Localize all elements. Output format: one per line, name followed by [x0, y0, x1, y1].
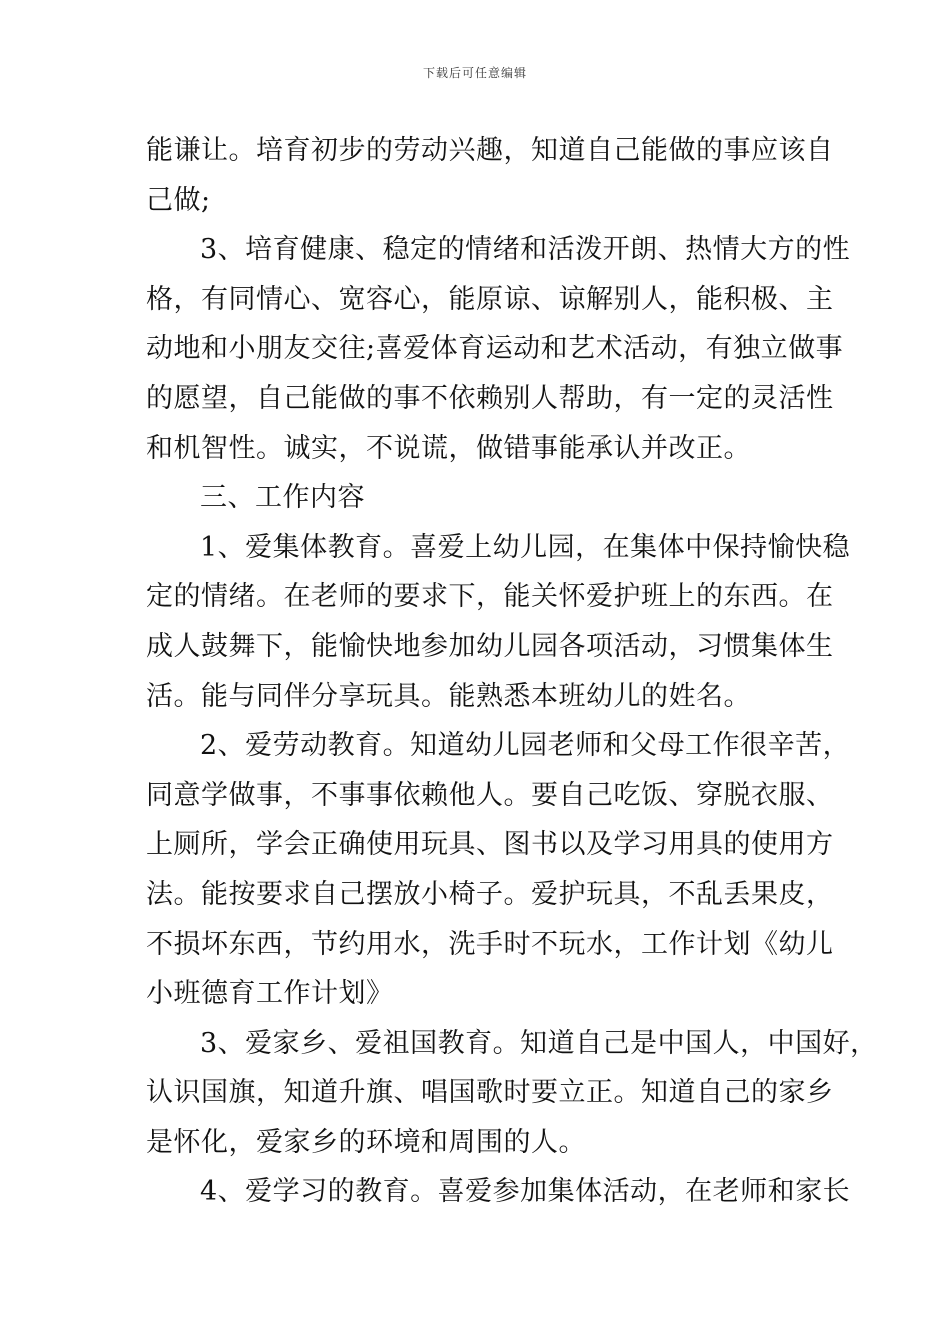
text-line: 定的情绪。在老师的要求下，能关怀爱护班上的东西。在	[146, 581, 834, 613]
text-line: 活。能与同伴分享玩具。能熟悉本班幼儿的姓名。	[146, 680, 751, 712]
text-line: 是怀化，爱家乡的环境和周围的人。	[146, 1126, 586, 1158]
text-line: 不损坏东西，节约用水，洗手时不玩水，工作计划《幼儿	[146, 928, 834, 960]
text-line: 己做;	[146, 184, 211, 216]
text-line: 3、培育健康、稳定的情绪和活泼开朗、热情大方的性	[200, 234, 851, 266]
text-line: 的愿望，自己能做的事不依赖别人帮助，有一定的灵活性	[146, 382, 834, 414]
text-line: 认识国旗，知道升旗、唱国歌时要立正。知道自己的家乡	[146, 1077, 834, 1109]
text-line: 4、爱学习的教育。喜爱参加集体活动，在老师和家长	[200, 1176, 851, 1208]
section-heading: 三、工作内容	[200, 482, 365, 514]
text-line: 小班德育工作计划》	[146, 978, 394, 1010]
text-line: 格，有同情心、宽容心，能原谅、谅解别人，能积极、主	[146, 283, 834, 315]
text-line: 1、爱集体教育。喜爱上幼儿园，在集体中保持愉快稳	[200, 531, 851, 563]
text-line: 2、爱劳动教育。知道幼儿园老师和父母工作很辛苦，	[200, 730, 851, 762]
text-line: 和机智性。诚实，不说谎，做错事能承认并改正。	[146, 432, 751, 464]
body-text	[146, 126, 878, 1217]
text-line: 成人鼓舞下，能愉快地参加幼儿园各项活动，习惯集体生	[146, 630, 834, 662]
text-line: 上厕所，学会正确使用玩具、图书以及学习用具的使用方	[146, 829, 834, 861]
text-line: 同意学做事，不事事依赖他人。要自己吃饭、穿脱衣服、	[146, 779, 834, 811]
text-line: 动地和小朋友交往;喜爱体育运动和艺术活动，有独立做事	[146, 333, 844, 365]
text-line: 能谦让。培育初步的劳动兴趣，知道自己能做的事应该自	[146, 135, 834, 166]
text-line: 法。能按要求自己摆放小椅子。爱护玩具，不乱丢果皮，	[146, 878, 834, 910]
page-header: 下载后可任意编辑	[422, 66, 527, 80]
text-line: 3、爱家乡、爱祖国教育。知道自己是中国人，中国好，	[200, 1027, 878, 1059]
